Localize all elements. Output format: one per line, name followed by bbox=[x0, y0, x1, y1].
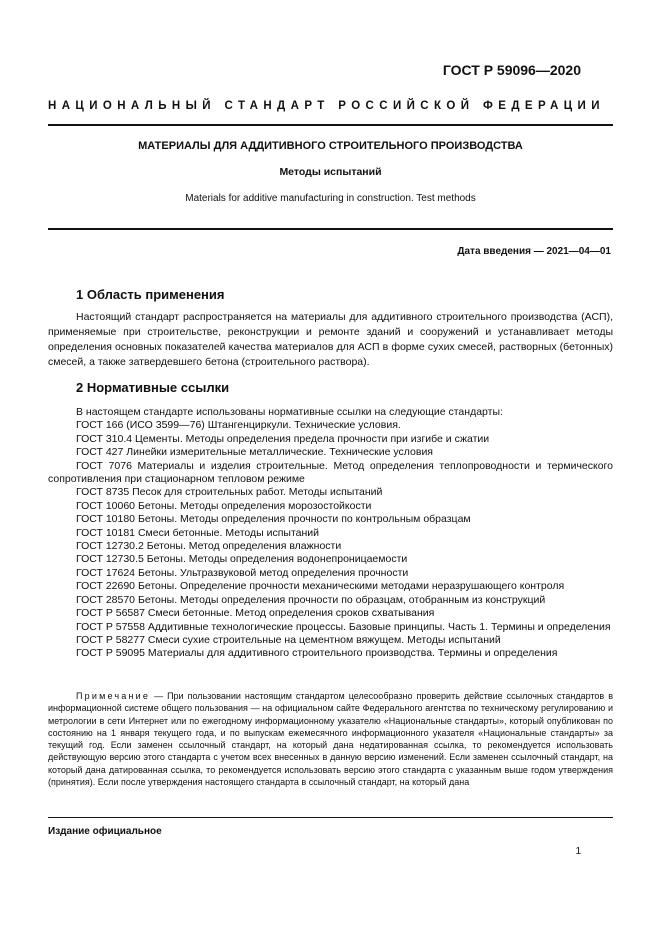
english-title: Materials for additive manufacturing in construction. Test methods bbox=[185, 193, 476, 204]
section-1-heading: 1 Область применения bbox=[76, 287, 225, 302]
document-title: МАТЕРИАЛЫ ДЛЯ АДДИТИВНОГО СТРОИТЕЛЬНОГО ПРОИЗВОДСТВА bbox=[138, 140, 523, 152]
header-divider bbox=[48, 124, 613, 126]
reference-item: ГОСТ 7076 Материалы и изделия строительные. Метод определения теплопроводности и термического сопротивления при стационарном тепловом режиме bbox=[48, 459, 613, 486]
reference-item: ГОСТ Р 59095 Материалы для аддитивного строительного производства. Термины и определения bbox=[76, 647, 558, 660]
reference-item: ГОСТ Р 56587 Смеси бетонные. Метод определения сроков схватывания bbox=[76, 607, 435, 620]
introduction-date: Дата введения — 2021—04—01 bbox=[457, 246, 611, 257]
reference-item: ГОСТ 28570 Бетоны. Методы определения прочности по образцам, отобранным из конструкций bbox=[76, 593, 546, 606]
document-number: ГОСТ Р 59096—2020 bbox=[442, 62, 581, 78]
normative-references-list bbox=[48, 406, 613, 661]
national-standard-banner: НАЦИОНАЛЬНЫЙ СТАНДАРТ РОССИЙСКОЙ ФЕДЕРАЦИИ bbox=[48, 100, 605, 112]
footer-divider bbox=[48, 817, 613, 818]
page-number: 1 bbox=[575, 846, 581, 857]
references-intro: В настоящем стандарте использованы нормативные ссылки на следующие стандарты: bbox=[76, 406, 503, 418]
reference-item: ГОСТ 10180 Бетоны. Методы определения прочности по контрольным образцам bbox=[76, 513, 471, 526]
note-label: Примечание bbox=[76, 691, 151, 701]
reference-item: ГОСТ 12730.5 Бетоны. Методы определения водонепроницаемости bbox=[76, 553, 408, 566]
official-edition-label: Издание официальное bbox=[48, 826, 162, 837]
reference-item: ГОСТ Р 58277 Смеси сухие строительные на цементном вяжущем. Методы испытаний bbox=[76, 633, 501, 646]
reference-item: ГОСТ 8735 Песок для строительных работ. Методы испытаний bbox=[76, 486, 383, 499]
reference-item: ГОСТ 12730.2 Бетоны. Метод определения влажности bbox=[76, 540, 342, 553]
references-note bbox=[48, 690, 613, 788]
reference-item: ГОСТ Р 57558 Аддитивные технологические процессы. Базовые принципы. Часть 1. Термины и определения bbox=[76, 620, 611, 633]
section-1-text bbox=[48, 310, 613, 370]
section-2-heading: 2 Нормативные ссылки bbox=[76, 380, 230, 395]
title-divider bbox=[48, 228, 613, 230]
reference-item: ГОСТ 10060 Бетоны. Методы определения морозостойкости bbox=[76, 499, 372, 512]
reference-item: ГОСТ 10181 Смеси бетонные. Методы испытаний bbox=[76, 526, 320, 539]
scope-paragraph: Настоящий стандарт распространяется на материалы для аддитивного строительного производства (АСП), применяемые при строительстве, реконструкции и ремонте зданий и сооружений и устанавливает методы определения основных показателей качества материалов для АСП в форме сухих смесей, растворных (бетонных) смесей, а также затвердевшего бетона (строительного раствора). bbox=[48, 311, 613, 368]
document-subtitle: Методы испытаний bbox=[279, 166, 382, 178]
reference-item: ГОСТ 166 (ИСО 3599—76) Штангенциркули. Технические условия. bbox=[76, 419, 401, 432]
reference-item: ГОСТ 427 Линейки измерительные металлические. Технические условия bbox=[76, 446, 433, 459]
reference-item: ГОСТ 310.4 Цементы. Методы определения предела прочности при изгибе и сжатии bbox=[76, 432, 490, 445]
note-text: — При пользовании настоящим стандартом целесообразно проверить действие ссылочных стандартов в информационной системе общего пользования — на официальном сайте Федерального агентства по техническому регулированию и метрологии в сети Интернет или по ежегодному информационному указателю «Национальные стандарты», который опубликован по состоянию на 1 января текущего года, и по выпускам ежемесячного информационного указателя «Национальные стандарты» за текущий год. Если заменен ссылочный стандарт, на который дана недатированная ссылка, то рекомендуется использовать действующую версию этого стандарта с учетом всех внесенных в данную версию изменений. Если заменен ссылочный стандарт, на который дана датированная ссылка, то рекомендуется использовать версию этого стандарта с указанным выше годом утверждения (принятия). Если после утверждения настоящего стандарта в ссылочный стандарт, на который дана bbox=[48, 691, 613, 788]
reference-item: ГОСТ 22690 Бетоны. Определение прочности механическими методами неразрушающего контроля bbox=[76, 580, 565, 593]
reference-item: ГОСТ 17624 Бетоны. Ультразвуковой метод определения прочности bbox=[76, 566, 409, 579]
